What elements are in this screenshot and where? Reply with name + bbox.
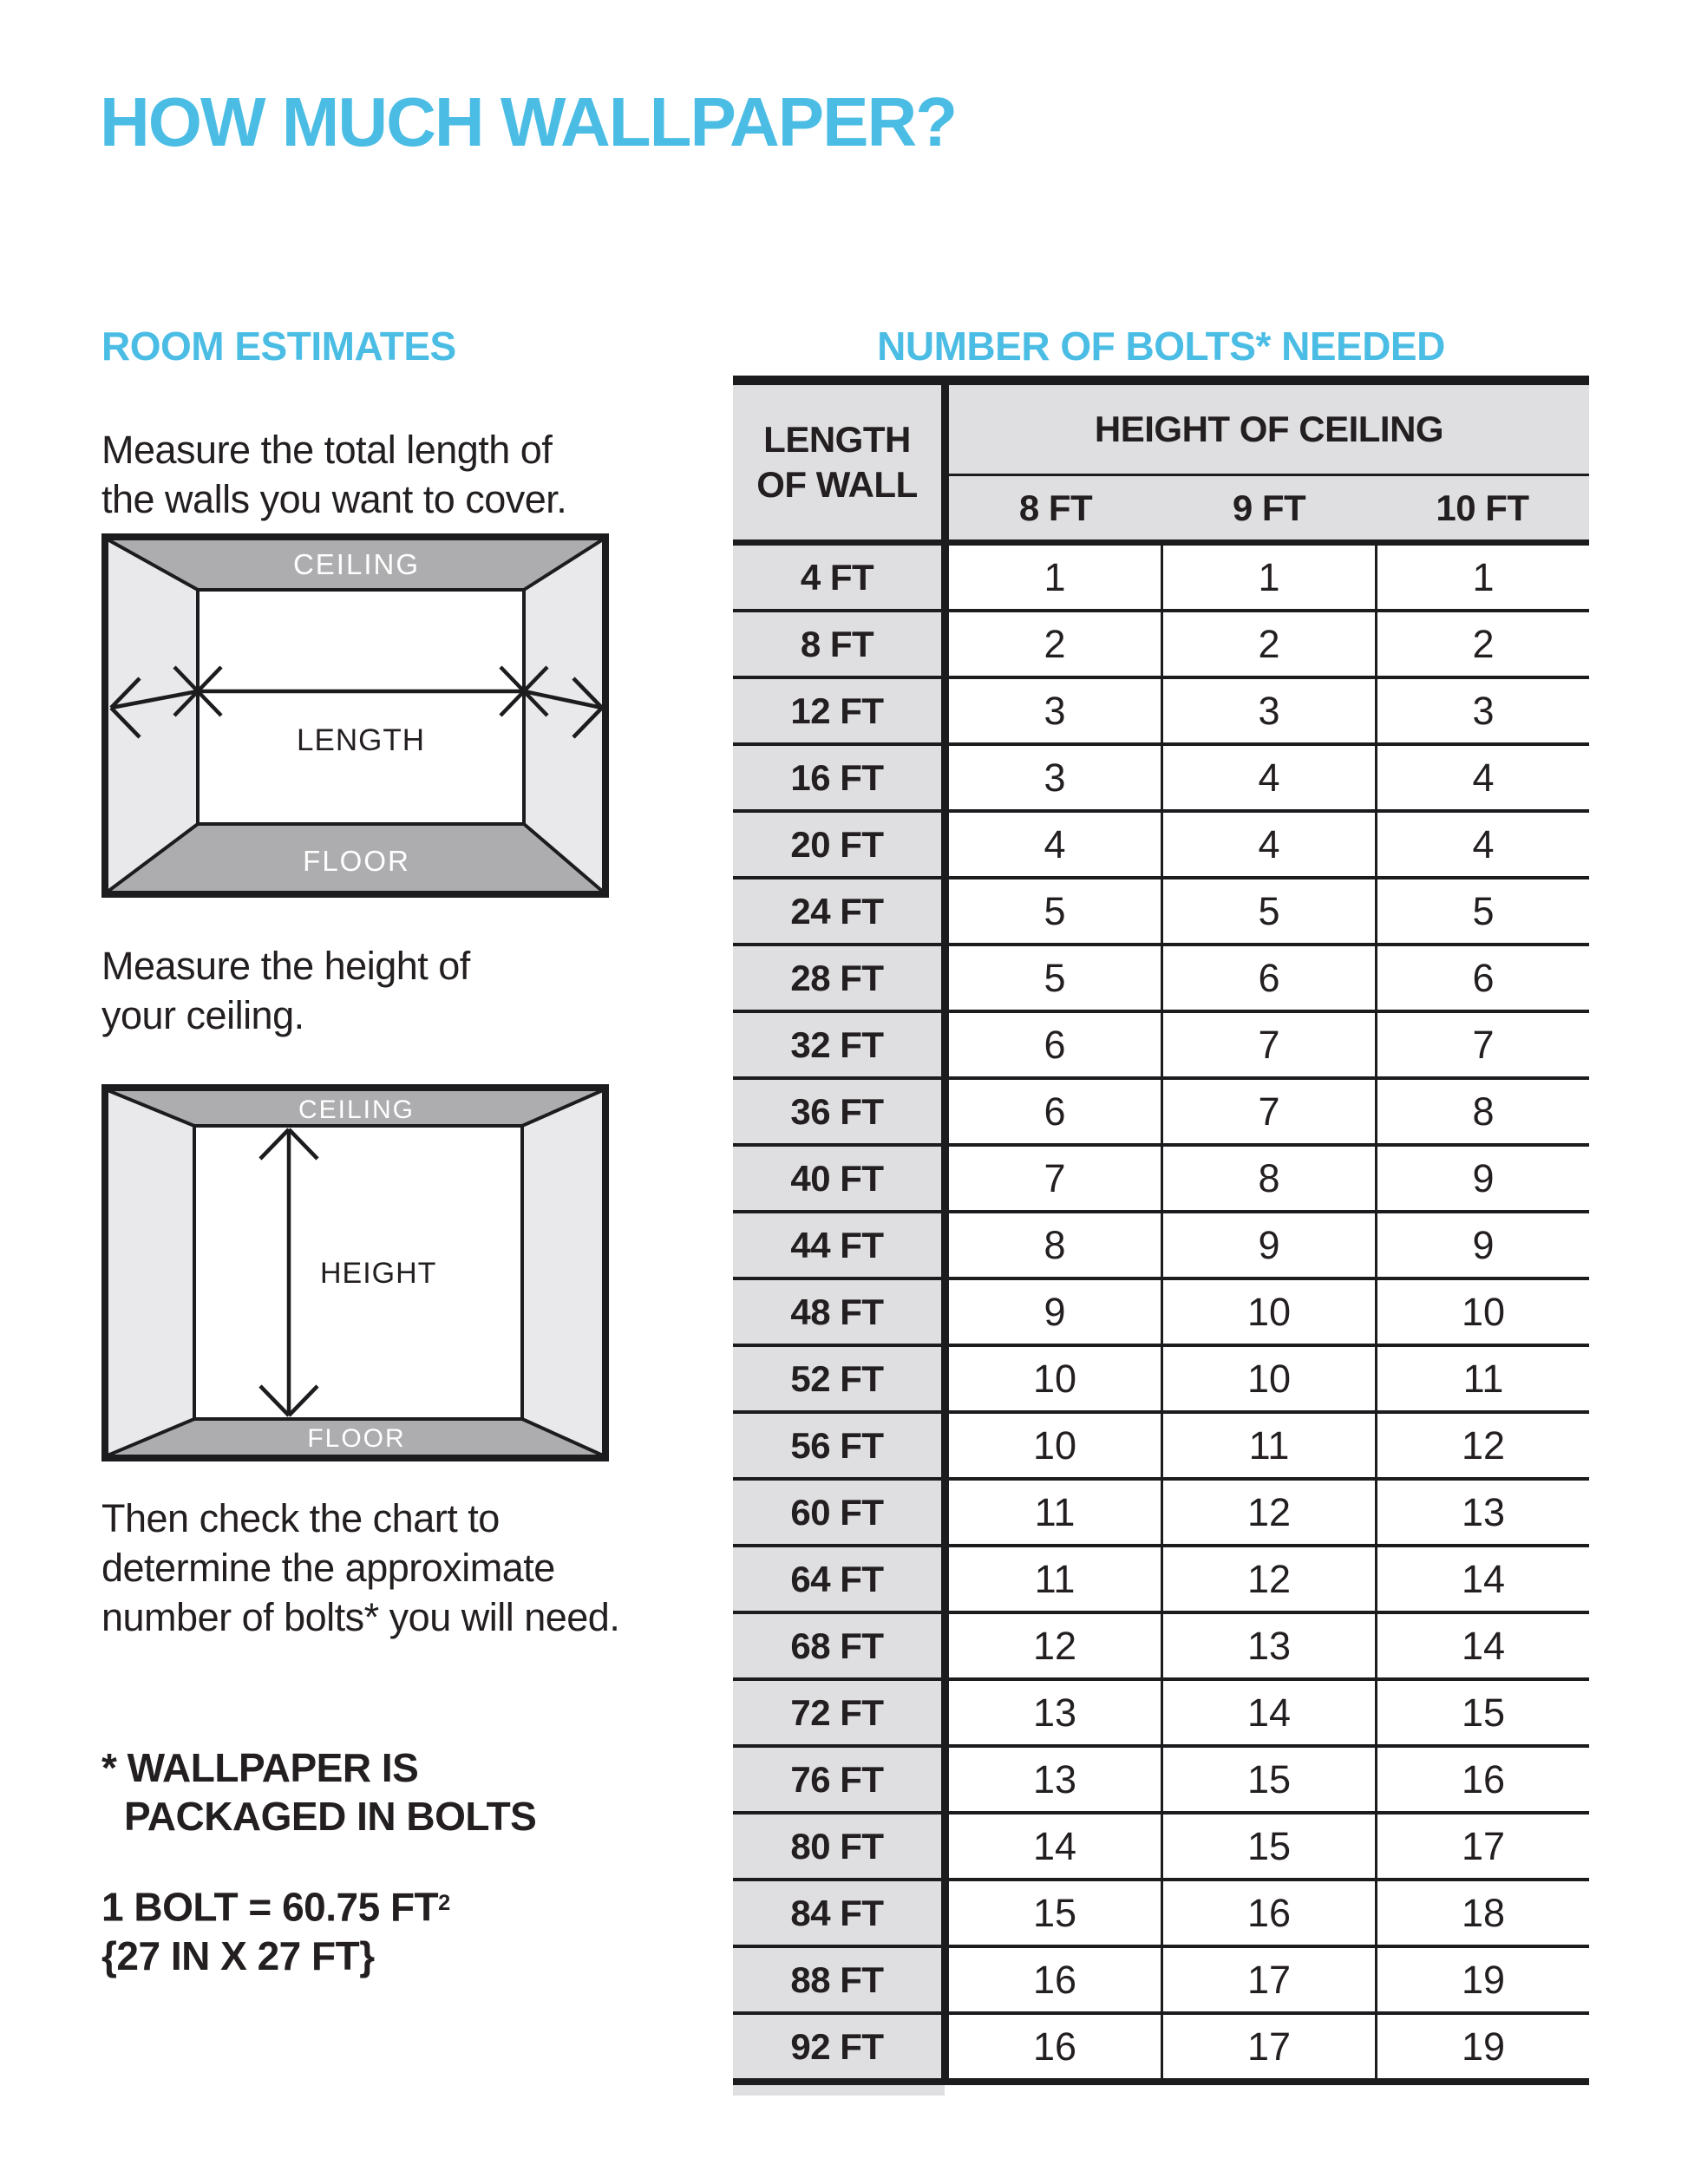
table-bottom-stub [733,2085,945,2096]
cell-8ft: 10 [1032,1356,1077,1401]
cell-9ft: 17 [1161,1948,1375,2011]
cell-9ft: 8 [1161,1147,1375,1210]
row-label: 20 FT [733,813,949,876]
cell-10ft: 12 [1375,1414,1589,1477]
footnote-line: PACKAGED IN BOLTS [124,1794,537,1839]
row-label: 56 FT [733,1414,949,1477]
cell-10ft: 9 [1375,1213,1589,1277]
cell-8ft: 6 [1044,1022,1066,1067]
instruction-line: number of bolts* you will need. [101,1595,620,1639]
back-wall [198,590,524,824]
room-height-diagram [101,1084,609,1461]
cell-9ft: 12 [1161,1547,1375,1611]
wallpaper-footnote [101,1743,536,1841]
ceiling-label: CEILING [298,1095,415,1124]
cell-10ft: 5 [1375,879,1589,943]
length-of-wall-header-line: LENGTH [763,419,911,460]
row-label: 84 FT [733,1881,949,1945]
cell-8ft: 6 [1044,1089,1066,1134]
cell-8ft: 15 [1032,1890,1077,1935]
cell-8ft: 7 [1044,1155,1066,1200]
ceiling-header-group [949,385,1589,539]
row-label: 92 FT [733,2015,949,2078]
table-row [733,1881,1589,1948]
cell-9ft: 4 [1161,813,1375,876]
cell-8ft: 2 [1044,621,1066,666]
table-row [733,1013,1589,1080]
cell-10ft: 1 [1375,546,1589,609]
row-label: 48 FT [733,1280,949,1344]
row-label: 60 FT [733,1481,949,1544]
cell-10ft: 16 [1375,1748,1589,1811]
cell-9ft: 3 [1161,679,1375,742]
instruction-line: your ceiling. [101,993,304,1037]
cell-10ft: 11 [1375,1347,1589,1410]
bolt-equation-superscript: 2 [438,1891,450,1915]
table-row [733,679,1589,746]
height-of-ceiling-header: HEIGHT OF CEILING [949,385,1589,476]
cell-9ft: 13 [1161,1614,1375,1677]
row-label: 12 FT [733,679,949,742]
instruction-step-3 [101,1494,619,1642]
instruction-step-2 [101,941,470,1040]
table-row [733,1948,1589,2015]
cell-10ft: 13 [1375,1481,1589,1544]
table-row [733,612,1589,679]
table-row [733,1147,1589,1213]
table-row [733,946,1589,1013]
cell-9ft: 10 [1161,1280,1375,1344]
bolts-table-heading: NUMBER OF BOLTS* NEEDED [877,324,1445,369]
right-wall [522,1090,603,1455]
table-row [733,1347,1589,1414]
row-label: 80 FT [733,1815,949,1878]
cell-9ft: 4 [1161,746,1375,809]
cell-8ft: 16 [1032,1957,1077,2002]
length-of-wall-header-line: OF WALL [756,464,918,505]
cell-8ft: 13 [1032,1756,1077,1801]
row-label: 8 FT [733,612,949,676]
bolt-definition [101,1879,450,1980]
table-row [733,1614,1589,1681]
instruction-line: the walls you want to cover. [101,477,567,521]
cell-9ft: 7 [1161,1013,1375,1076]
row-label: 28 FT [733,946,949,1010]
bolt-dimensions: {27 IN X 27 FT} [101,1932,375,1978]
height-label: HEIGHT [320,1257,437,1290]
row-label: 76 FT [733,1748,949,1811]
instruction-line: Then check the chart to [101,1496,500,1540]
cell-9ft: 5 [1161,879,1375,943]
instruction-line: Measure the total length of [101,428,553,472]
table-row [733,1414,1589,1481]
cell-10ft: 3 [1375,679,1589,742]
cell-8ft: 10 [1032,1422,1077,1468]
cell-8ft: 3 [1044,755,1066,800]
row-label: 40 FT [733,1147,949,1210]
row-label: 88 FT [733,1948,949,2011]
bolt-equation [101,1879,450,1932]
cell-10ft: 10 [1375,1280,1589,1344]
cell-10ft: 6 [1375,946,1589,1010]
cell-10ft: 2 [1375,612,1589,676]
instruction-line: Measure the height of [101,944,470,988]
cell-8ft: 4 [1044,821,1066,866]
row-label: 32 FT [733,1013,949,1076]
cell-10ft: 19 [1375,1948,1589,2011]
cell-10ft: 7 [1375,1013,1589,1076]
cell-8ft: 8 [1044,1222,1066,1267]
cell-10ft: 8 [1375,1080,1589,1143]
cell-8ft: 14 [1032,1823,1077,1868]
cell-9ft: 2 [1161,612,1375,676]
col-header-10ft: 10 FT [1436,487,1529,528]
room-length-diagram [101,533,609,898]
cell-9ft: 12 [1161,1481,1375,1544]
row-label: 16 FT [733,746,949,809]
col-header-9ft: 9 FT [1232,487,1306,528]
table-row [733,813,1589,879]
cell-9ft: 9 [1161,1213,1375,1277]
page-title: HOW MUCH WALLPAPER? [100,83,957,160]
cell-9ft: 15 [1161,1815,1375,1878]
cell-8ft: 5 [1044,955,1066,1000]
cell-8ft: 11 [1034,1556,1076,1601]
row-label: 72 FT [733,1681,949,1744]
row-label: 68 FT [733,1614,949,1677]
left-wall [108,1090,194,1455]
bolts-table [733,376,1589,2096]
table-top-border [733,376,1589,385]
table-header [733,385,1589,546]
cell-10ft: 19 [1375,2015,1589,2078]
cell-10ft: 18 [1375,1881,1589,1945]
ceiling-label: CEILING [292,548,421,580]
cell-10ft: 4 [1375,746,1589,809]
row-label: 64 FT [733,1547,949,1611]
room-estimates-heading: ROOM ESTIMATES [101,324,456,369]
table-row [733,1280,1589,1347]
cell-9ft: 6 [1161,946,1375,1010]
instruction-line: determine the approximate [101,1546,555,1590]
cell-9ft: 17 [1161,2015,1375,2078]
table-row [733,1748,1589,1815]
table-row [733,1547,1589,1614]
cell-10ft: 4 [1375,813,1589,876]
table-row [733,1815,1589,1881]
cell-8ft: 11 [1034,1489,1076,1534]
cell-8ft: 3 [1044,688,1066,733]
row-label: 52 FT [733,1347,949,1410]
cell-10ft: 14 [1375,1614,1589,1677]
cell-8ft: 1 [1044,554,1066,599]
cell-8ft: 13 [1032,1690,1077,1735]
table-row [733,1213,1589,1280]
floor-label: FLOOR [303,845,410,877]
cell-8ft: 12 [1032,1623,1077,1668]
length-label: LENGTH [297,723,425,757]
row-label: 24 FT [733,879,949,943]
footnote-line: * WALLPAPER IS [101,1745,419,1790]
col-header-8ft: 8 FT [1018,487,1093,528]
cell-9ft: 15 [1161,1748,1375,1811]
cell-9ft: 16 [1161,1881,1375,1945]
cell-9ft: 7 [1161,1080,1375,1143]
table-row [733,546,1589,612]
bolt-equation-text: 1 BOLT = 60.75 FT [101,1884,439,1930]
table-row [733,746,1589,813]
table-row [733,2015,1589,2085]
table-body [733,546,1589,2085]
cell-9ft: 14 [1161,1681,1375,1744]
table-row [733,1481,1589,1547]
cell-8ft: 9 [1044,1289,1066,1334]
table-row [733,1080,1589,1147]
cell-10ft: 17 [1375,1815,1589,1878]
table-row [733,879,1589,946]
length-of-wall-header [733,385,949,539]
row-label: 4 FT [733,546,949,609]
cell-9ft: 1 [1161,546,1375,609]
cell-9ft: 11 [1161,1414,1375,1477]
cell-9ft: 10 [1161,1347,1375,1410]
cell-8ft: 16 [1032,2024,1077,2069]
cell-10ft: 14 [1375,1547,1589,1611]
cell-8ft: 5 [1044,888,1066,933]
row-label: 44 FT [733,1213,949,1277]
floor-label: FLOOR [307,1424,406,1453]
cell-10ft: 9 [1375,1147,1589,1210]
row-label: 36 FT [733,1080,949,1143]
ceiling-height-subheaders [949,476,1589,539]
table-row [733,1681,1589,1748]
cell-10ft: 15 [1375,1681,1589,1744]
instruction-step-1 [101,425,566,524]
